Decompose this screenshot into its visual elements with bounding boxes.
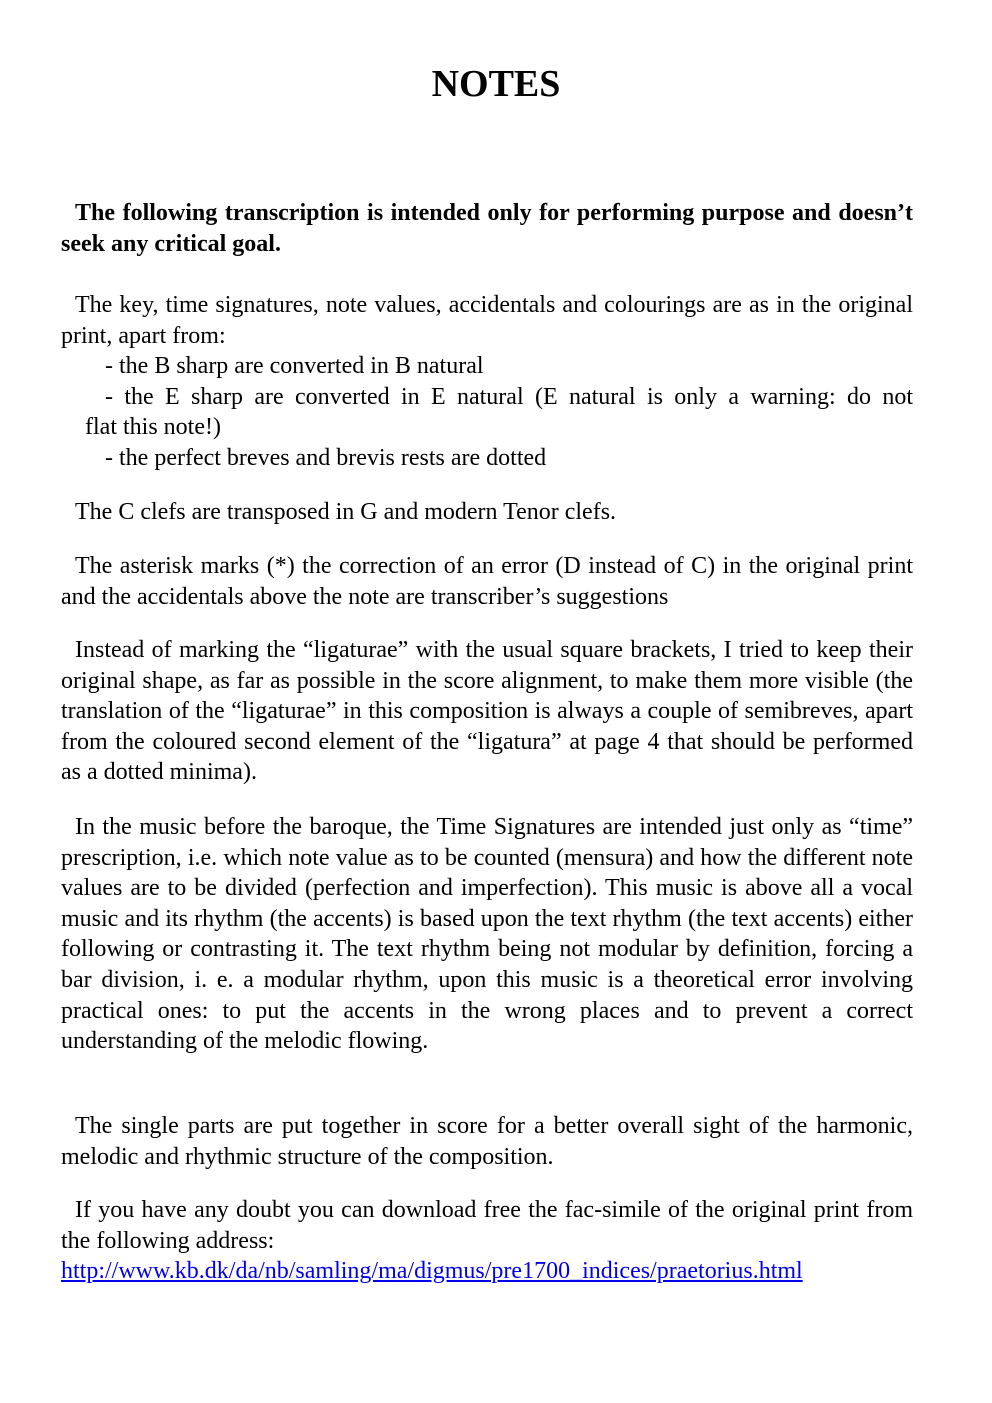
exceptions-paragraph — [61, 290, 913, 474]
exception-item-breves: - the perfect breves and brevis rests are dotted — [105, 444, 547, 471]
facsimile-link[interactable]: http://www.kb.dk/da/nb/samling/ma/digmus/pre1700_indices/praetorius.html — [61, 1258, 803, 1285]
download-paragraph — [61, 1195, 913, 1287]
score-paragraph: The single parts are put together in score for a better overall sight of the harmonic, melodic and rhythmic structure of the composition. — [61, 1113, 913, 1170]
clefs-paragraph: The C clefs are transposed in G and modern Tenor clefs. — [75, 499, 617, 525]
exception-item-e-sharp-continued: flat this note!) — [85, 414, 221, 441]
page-title: NOTES — [431, 63, 561, 105]
ligaturae-paragraph: Instead of marking the “ligaturae” with the usual square brackets, I tried to keep their original shape, as far as possible in the score alignment, to make them more visible (the translation of the “ligaturae” in this composition is always a couple of semibreves, apart from the coloured second element of the “ligatura” at page 4 that should be performed as a dotted minima). — [61, 637, 913, 786]
download-text: If you have any doubt you can download free the fac-simile of the original print from the following address: — [61, 1197, 913, 1254]
exceptions-intro: The key, time signatures, note values, accidentals and colourings are as in the original print, apart from: — [61, 292, 913, 349]
intro-paragraph: The following transcription is intended only for performing purpose and doesn’t seek any critical goal. — [61, 200, 913, 257]
asterisk-paragraph: The asterisk marks (*) the correction of an error (D instead of C) in the original print and the accidentals above the note are transcriber’s suggestions — [61, 553, 913, 610]
exception-item-e-sharp: - the E sharp are converted in E natural (E natural is only a warning: do not — [105, 383, 913, 410]
exception-item-b-sharp: - the B sharp are converted in B natural — [105, 353, 484, 380]
time-signatures-paragraph: In the music before the baroque, the Time Signatures are intended just only as “time” prescription, i.e. which note value as to be counted (mensura) and how the different note values are to be divided (perfection and imperfection). This music is above all a vocal music and its rhythm (the accents) is based upon the text rhythm (the text accents) either following or contrasting it. The text rhythm being not modular by definition, forcing a bar division, i. e. a modular rhythm, upon this music is a theoretical error involving practical ones: to put the accents in the wrong places and to prevent a correct understanding of the melodic flowing. — [61, 814, 913, 1055]
